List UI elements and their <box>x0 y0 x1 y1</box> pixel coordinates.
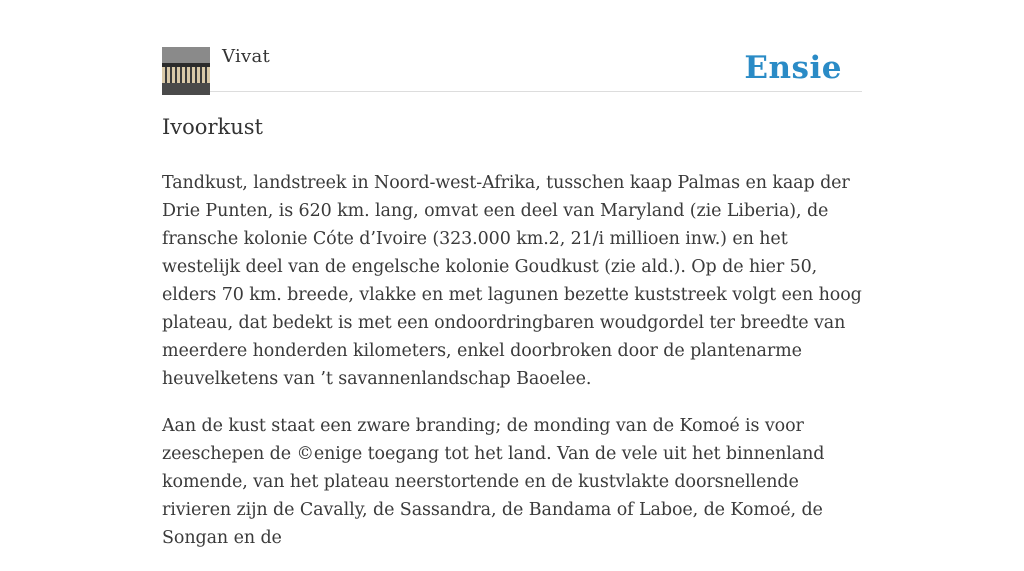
article-title: Ivoorkust <box>162 115 263 139</box>
avatar-image <box>162 47 210 95</box>
article-body <box>162 169 862 571</box>
author-name[interactable]: Vivat <box>222 46 271 67</box>
header <box>162 0 862 92</box>
brand-logo[interactable]: Ensie <box>744 50 842 86</box>
page-container <box>162 0 862 548</box>
author-avatar[interactable] <box>162 47 210 95</box>
article-paragraph: Tandkust, landstreek in Noord-west-Afrika, tusschen kaap Palmas en kaap der Drie Punten, is 620 km. lang, omvat een deel van Maryland (zie Liberia), de fransche kolonie Cóte d’Ivoire (323.000 km.2, 21/i millioen inw.) en het westelijk deel van de engelsche kolonie Goudkust (zie ald.). Op de hier 50, elders 70 km. breede, vlakke en met lagunen bezette kuststreek volgt een hoog plateau, dat bedekt is met een ondoordringbaren woudgordel ter breedte van meerdere honderden kilometers, enkel doorbroken door de plantenarme heuvelketens van ’t savannenlandschap Baoelee. <box>162 173 862 389</box>
article-paragraph: Aan de kust staat een zware branding; de monding van de Komoé is voor zeeschepen de ©enige toegang tot het land. Van de vele uit het binnenland komende, van het plateau neerstortende en de kustvlakte doorsnellende rivieren zijn de Cavally, de Sassandra, de Bandama of Laboe, de Komoé, de Songan en de <box>162 416 825 548</box>
